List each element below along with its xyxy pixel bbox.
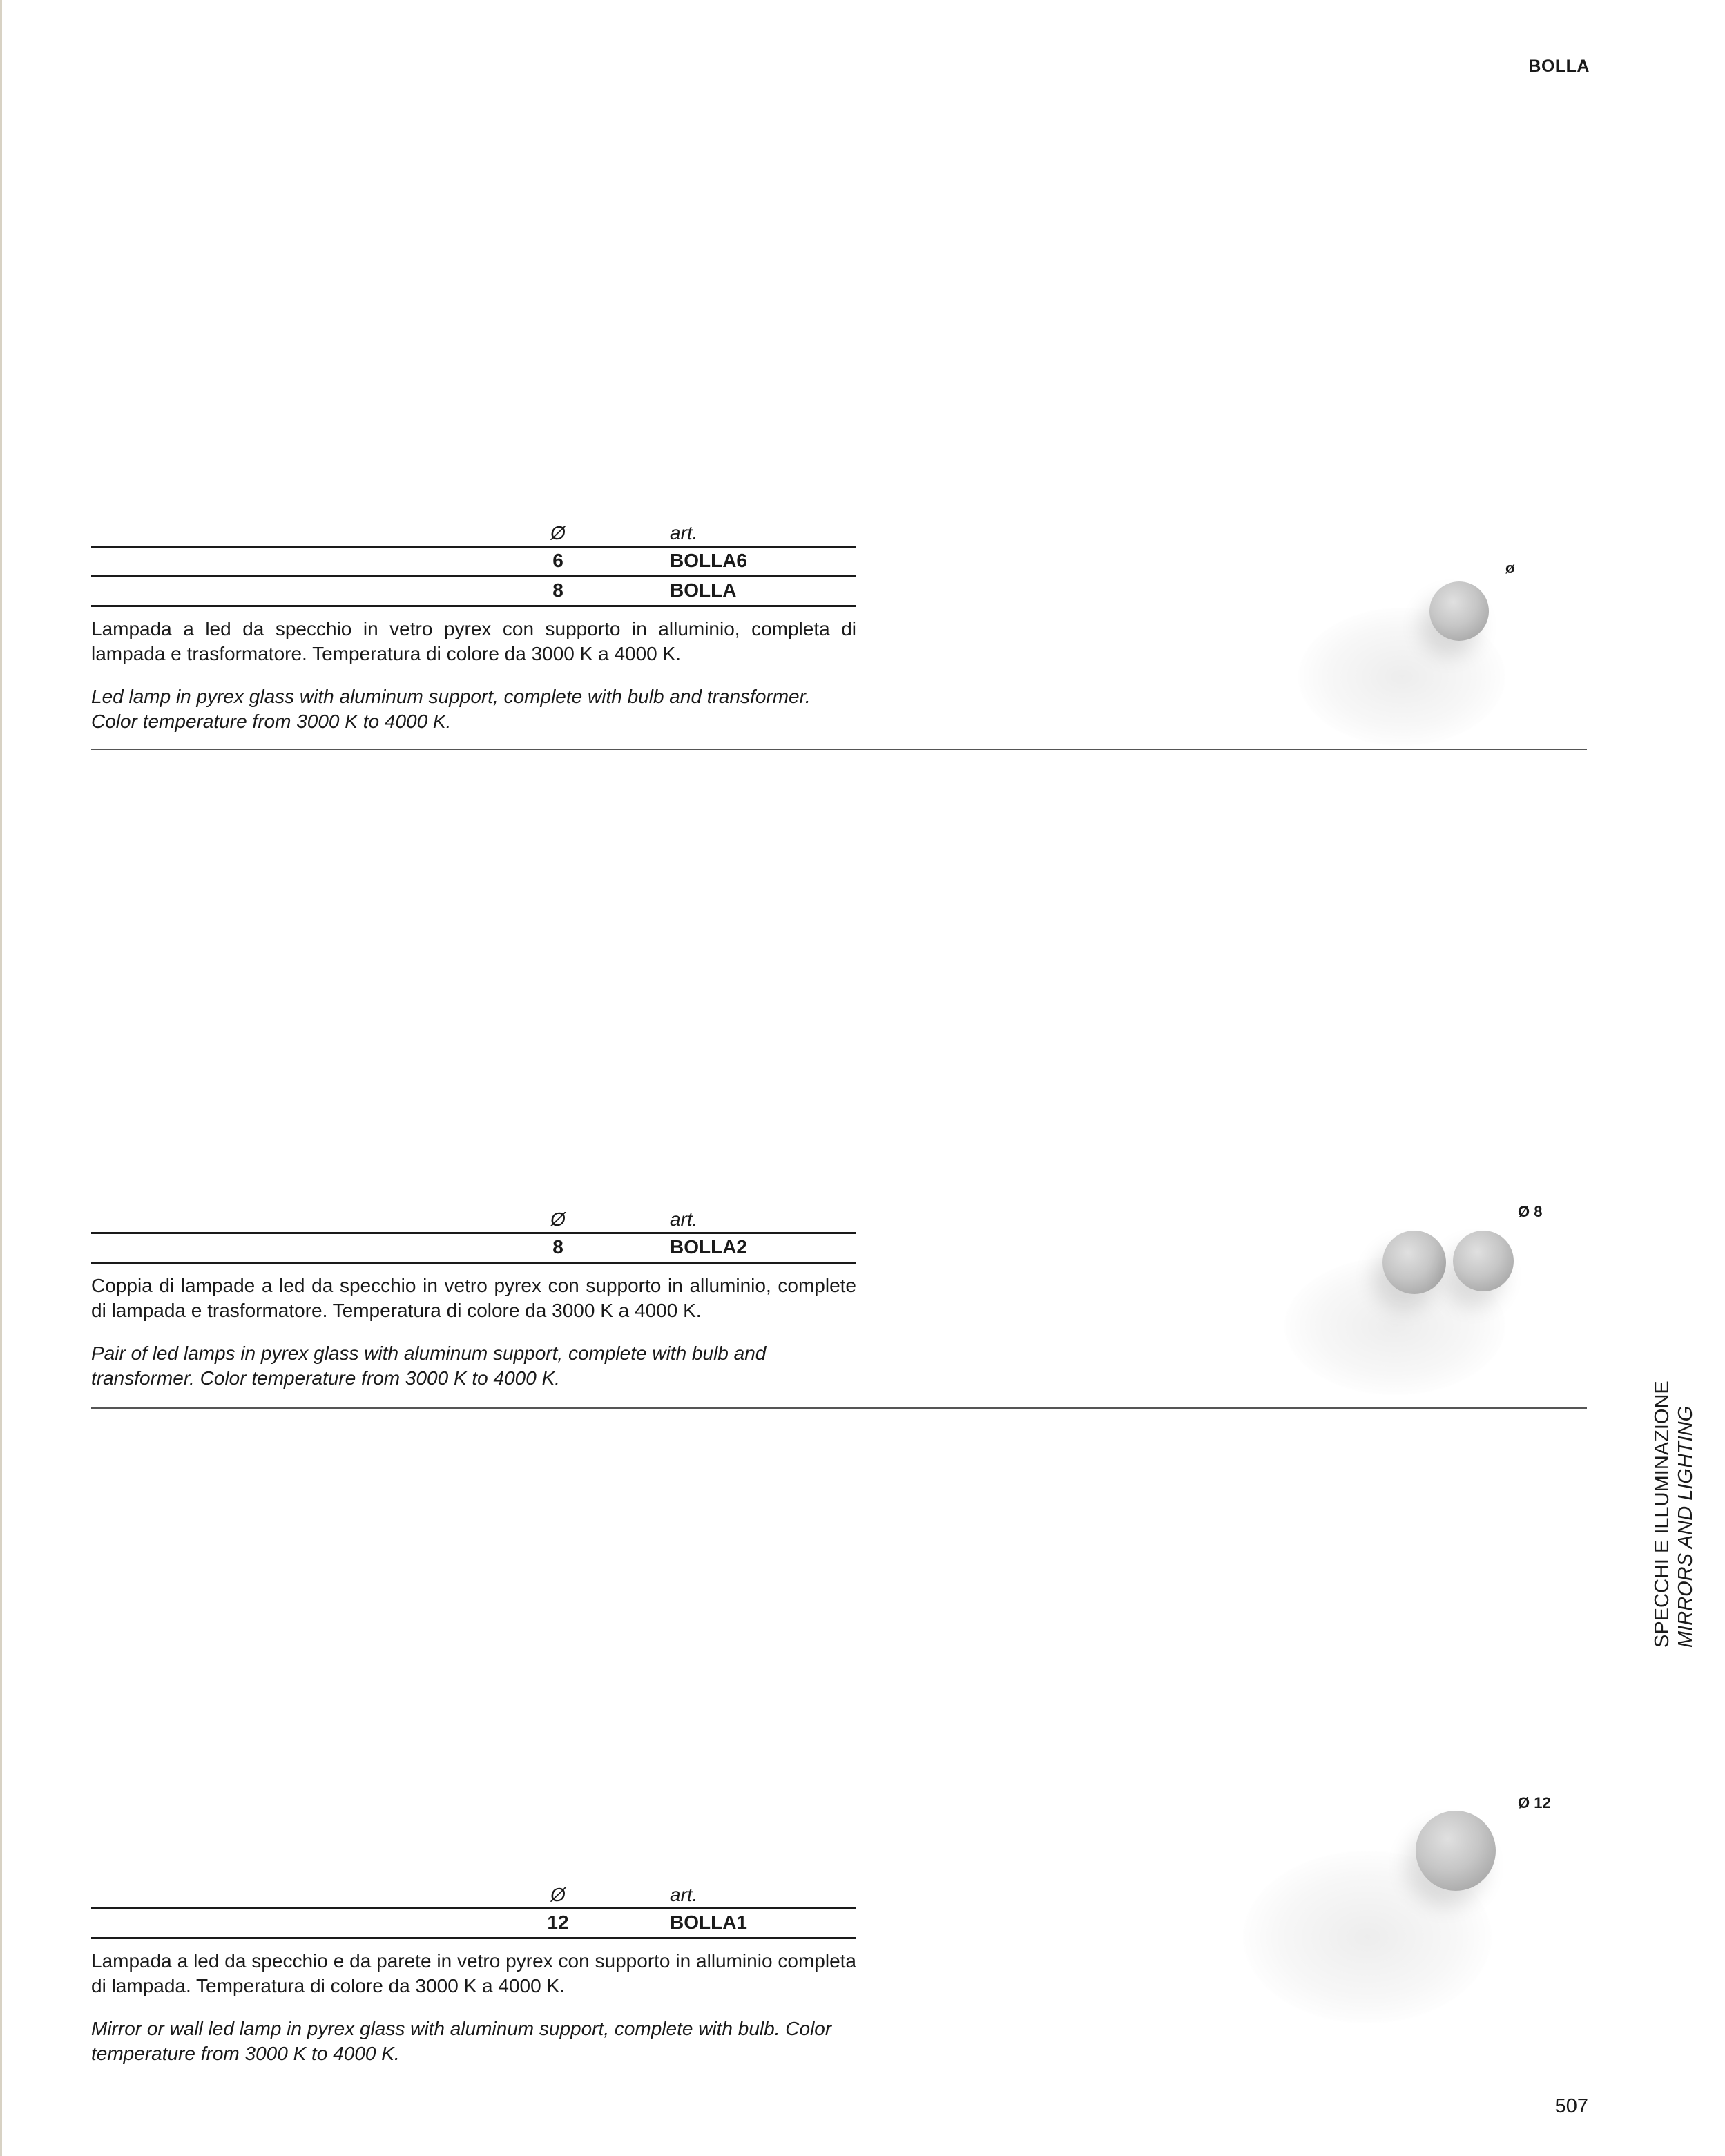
description-italian: Lampada a led da specchio in vetro pyrex con supporto in alluminio, completa di lampada e trasformatore. Temperatura di colore da 3000 K a 4000 K.: [91, 618, 856, 664]
description-italian: Coppia di lampade a led da specchio in vetro pyrex con supporto in alluminio, complete di lampada e trasformatore. Temperatura di colore da 3000 K a 4000 K.: [91, 1275, 856, 1321]
description-english: Pair of led lamps in pyrex glass with aluminum support, complete with bulb and transformer. Color temperature from 3000 K to 4000 K.: [91, 1342, 767, 1389]
spec-table-header: [91, 1206, 856, 1232]
header-diameter: Ø: [550, 1884, 566, 1905]
product-bolla1: [91, 1881, 856, 2066]
lamp-image: [1429, 581, 1489, 641]
header-article: art.: [670, 1884, 698, 1905]
diameter-value: 12: [547, 1912, 569, 1933]
description-italian: Lampada a led da specchio e da parete in vetro pyrex con supporto in alluminio completa di lampada. Temperatura di colore da 3000 K a 4000 K.: [91, 1950, 856, 1996]
dimension-label: Ø 8: [1518, 1203, 1543, 1220]
table-row: [91, 575, 856, 607]
diameter-value: 8: [552, 1236, 563, 1258]
product-bolla2: [91, 1206, 856, 1391]
article-code: BOLLA1: [670, 1912, 747, 1933]
header-diameter: Ø: [550, 1209, 566, 1230]
diameter-value: 8: [552, 579, 563, 601]
page-number: 507: [1554, 2095, 1588, 2117]
table-row: [91, 1907, 856, 1939]
dimension-label: Ø 12: [1518, 1794, 1551, 1811]
section-divider: [91, 749, 1587, 750]
section-name-italian: SPECCHI E ILLUMINAZIONE: [1651, 1380, 1673, 1648]
lamp-image-right: [1453, 1231, 1514, 1291]
spec-table-header: [91, 519, 856, 546]
article-code: BOLLA6: [670, 550, 747, 571]
article-code: BOLLA: [670, 579, 737, 601]
lamp-image: [1416, 1811, 1496, 1891]
spec-table-header: [91, 1881, 856, 1907]
header-article: art.: [670, 1209, 698, 1230]
header-diameter: Ø: [550, 522, 566, 543]
section-side-label: [1650, 1371, 1697, 1648]
table-row: [91, 1232, 856, 1264]
description-english: Mirror or wall led lamp in pyrex glass with aluminum support, complete with bulb. Color temperature from 3000 K to 4000 K.: [91, 2018, 832, 2064]
page-edge: [0, 0, 2, 2156]
description-english: Led lamp in pyrex glass with aluminum support, complete with bulb and transformer. Color temperature from 3000 K to 4000 K.: [91, 686, 811, 732]
section-divider: [91, 1407, 1587, 1409]
page-title: BOLLA: [1528, 57, 1590, 76]
lamp-image-left: [1382, 1231, 1446, 1294]
diameter-value: 6: [552, 550, 563, 571]
table-row: [91, 546, 856, 575]
product-bolla: [91, 519, 856, 734]
article-code: BOLLA2: [670, 1236, 747, 1258]
header-article: art.: [670, 522, 698, 543]
section-name-english: MIRRORS AND LIGHTING: [1675, 1405, 1697, 1648]
dimension-label: ø: [1505, 559, 1515, 577]
